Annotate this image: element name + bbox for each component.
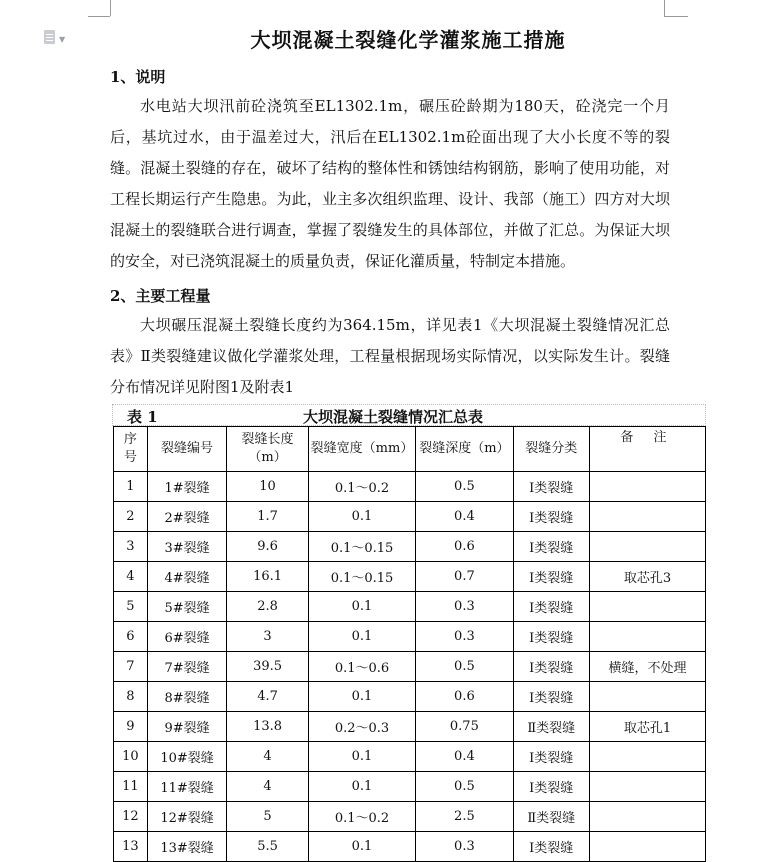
table-cell: 取芯孔1 bbox=[589, 712, 705, 742]
table-cell: Ⅰ类裂缝 bbox=[513, 472, 589, 502]
table-cell: 0.4 bbox=[416, 502, 513, 532]
table-cell: 39.5 bbox=[227, 652, 309, 682]
table-cell: 8 bbox=[114, 682, 148, 712]
table-cell bbox=[589, 682, 705, 712]
table-cell bbox=[589, 622, 705, 652]
table-row bbox=[114, 772, 706, 802]
table-cell: 10 bbox=[114, 742, 148, 772]
table-cell: 取芯孔3 bbox=[589, 562, 705, 592]
table-cell bbox=[589, 532, 705, 562]
crop-mark-top-right bbox=[664, 0, 665, 16]
table-cell: 10#裂缝 bbox=[147, 742, 226, 772]
section-heading-quantities: 2、主要工程量 bbox=[110, 287, 211, 305]
table-header-cell: 序 号 bbox=[114, 427, 148, 472]
table-cell: 4 bbox=[114, 562, 148, 592]
table-cell: 4 bbox=[227, 742, 309, 772]
table-cell: Ⅰ类裂缝 bbox=[513, 742, 589, 772]
table-cell: 2#裂缝 bbox=[147, 502, 226, 532]
table-cell: 4 bbox=[227, 772, 309, 802]
table-cell: 1.7 bbox=[227, 502, 309, 532]
table-cell: 0.5 bbox=[416, 772, 513, 802]
table-row bbox=[114, 832, 706, 862]
table-cell: Ⅰ类裂缝 bbox=[513, 532, 589, 562]
table-cell: 0.1 bbox=[308, 502, 415, 532]
table-row bbox=[114, 472, 706, 502]
table-row bbox=[114, 562, 706, 592]
table-cell: 3 bbox=[114, 532, 148, 562]
table-cell: 6 bbox=[114, 622, 148, 652]
table-cell: 0.1 bbox=[308, 682, 415, 712]
table-cell: 0.1～0.2 bbox=[308, 802, 415, 832]
document-icon bbox=[44, 30, 55, 44]
crack-summary-table bbox=[113, 426, 706, 862]
table-cell: 0.1～0.2 bbox=[308, 472, 415, 502]
table-cell: 0.1 bbox=[308, 772, 415, 802]
table-cell bbox=[589, 772, 705, 802]
table-cell: 12 bbox=[114, 802, 148, 832]
table-cell: 1#裂缝 bbox=[147, 472, 226, 502]
table-cell: 4#裂缝 bbox=[147, 562, 226, 592]
document-title: 大坝混凝土裂缝化学灌浆施工措施 bbox=[250, 28, 566, 52]
table-cell bbox=[589, 472, 705, 502]
table-cell: 9 bbox=[114, 712, 148, 742]
table-cell: 8#裂缝 bbox=[147, 682, 226, 712]
table-header-cell: 裂缝深度（m） bbox=[416, 427, 513, 472]
table-title: 大坝混凝土裂缝情况汇总表 bbox=[303, 408, 484, 426]
table-row bbox=[114, 712, 706, 742]
table-cell: 11 bbox=[114, 772, 148, 802]
table-cell: 11#裂缝 bbox=[147, 772, 226, 802]
table-label: 表 1 bbox=[127, 408, 158, 426]
table-cell: 0.1 bbox=[308, 832, 415, 862]
table-cell: Ⅰ类裂缝 bbox=[513, 652, 589, 682]
table-cell: 16.1 bbox=[227, 562, 309, 592]
table-cell: 0.1 bbox=[308, 622, 415, 652]
table-cell: 0.6 bbox=[416, 682, 513, 712]
section-paragraph-description: 水电站大坝汛前砼浇筑至EL1302.1m，碾压砼龄期为180天，砼浇完一个月后，基坑过水，由于温差过大，汛后在EL1302.1m砼面出现了大小长度不等的裂缝。混凝土裂缝的存在，破坏了结构的整体性和锈蚀结构钢筋，影响了使用功能，对工程长期运行产生隐患。为此，业主多次组织监理、设计、我部（施工）四方对大坝混凝土的裂缝联合进行调查，掌握了裂缝发生的具体部位，并做了汇总。为保证大坝的安全，对已浇筑混凝土的质量负责，保证化灌质量，特制定本措施。 bbox=[110, 97, 670, 270]
table-cell: 13 bbox=[114, 832, 148, 862]
table-cell: 5.5 bbox=[227, 832, 309, 862]
table-cell: 0.75 bbox=[416, 712, 513, 742]
table-header-cell: 裂缝编号 bbox=[147, 427, 226, 472]
table-row bbox=[114, 502, 706, 532]
table-cell: 5 bbox=[227, 802, 309, 832]
table-row bbox=[114, 592, 706, 622]
table-cell: 0.2～0.3 bbox=[308, 712, 415, 742]
table-cell bbox=[589, 802, 705, 832]
table-cell: 1 bbox=[114, 472, 148, 502]
table-row bbox=[114, 622, 706, 652]
table-cell: Ⅰ类裂缝 bbox=[513, 622, 589, 652]
table-cell: Ⅰ类裂缝 bbox=[513, 772, 589, 802]
table-header-cell: 备 注 bbox=[589, 427, 705, 472]
table-cell: 0.1 bbox=[308, 742, 415, 772]
table-row bbox=[114, 532, 706, 562]
table-cell: Ⅰ类裂缝 bbox=[513, 592, 589, 622]
table-header-cell: 裂缝分类 bbox=[513, 427, 589, 472]
table-header-cell: 裂缝宽度（mm） bbox=[308, 427, 415, 472]
table-cell: 0.1 bbox=[308, 592, 415, 622]
table-cell: 0.4 bbox=[416, 742, 513, 772]
crop-mark-top-left bbox=[110, 0, 111, 16]
table-cell: 0.3 bbox=[416, 622, 513, 652]
table-cell: Ⅰ类裂缝 bbox=[513, 682, 589, 712]
table-header-row bbox=[114, 427, 706, 472]
table-cell bbox=[589, 742, 705, 772]
table-cell: 9#裂缝 bbox=[147, 712, 226, 742]
table-cell: 0.1～0.6 bbox=[308, 652, 415, 682]
section-heading-description: 1、说明 bbox=[110, 68, 166, 86]
table-cell: 0.3 bbox=[416, 832, 513, 862]
chevron-down-icon: ▼ bbox=[59, 35, 66, 44]
table-cell: 0.6 bbox=[416, 532, 513, 562]
table-cell: 0.1～0.15 bbox=[308, 562, 415, 592]
table-cell: 0.5 bbox=[416, 472, 513, 502]
table-cell: 9.6 bbox=[227, 532, 309, 562]
table-header-cell: 裂缝长度 （m） bbox=[227, 427, 309, 472]
section-paragraph-quantities: 大坝碾压混凝土裂缝长度约为364.15m，详见表1《大坝混凝土裂缝情况汇总表》Ⅱ类裂缝建议做化学灌浆处理，工程量根据现场实际情况，以实际发生计。裂缝分布情况详见附图1及附表1 bbox=[110, 316, 670, 396]
table-cell: Ⅰ类裂缝 bbox=[513, 502, 589, 532]
document-menu-button[interactable] bbox=[44, 30, 72, 46]
table-cell bbox=[589, 502, 705, 532]
table-cell: 5#裂缝 bbox=[147, 592, 226, 622]
table-cell: 2.5 bbox=[416, 802, 513, 832]
table-cell: Ⅰ类裂缝 bbox=[513, 832, 589, 862]
table-cell: 2 bbox=[114, 502, 148, 532]
table-cell: 0.7 bbox=[416, 562, 513, 592]
table-cell: Ⅱ类裂缝 bbox=[513, 712, 589, 742]
table-cell: 12#裂缝 bbox=[147, 802, 226, 832]
table-cell: Ⅱ类裂缝 bbox=[513, 802, 589, 832]
table-caption bbox=[112, 404, 706, 426]
table-cell: 2.8 bbox=[227, 592, 309, 622]
table-row bbox=[114, 682, 706, 712]
table-cell: 6#裂缝 bbox=[147, 622, 226, 652]
table-cell: Ⅰ类裂缝 bbox=[513, 562, 589, 592]
table-cell: 3#裂缝 bbox=[147, 532, 226, 562]
crop-mark-top-left bbox=[88, 16, 110, 17]
table-cell: 0.1～0.15 bbox=[308, 532, 415, 562]
crop-mark-top-right bbox=[664, 16, 688, 17]
table-cell: 7 bbox=[114, 652, 148, 682]
table-cell: 4.7 bbox=[227, 682, 309, 712]
table-cell bbox=[589, 832, 705, 862]
table-cell: 13#裂缝 bbox=[147, 832, 226, 862]
table-row bbox=[114, 652, 706, 682]
table-cell: 0.5 bbox=[416, 652, 513, 682]
table-cell: 0.3 bbox=[416, 592, 513, 622]
table-cell: 3 bbox=[227, 622, 309, 652]
table-row bbox=[114, 802, 706, 832]
table-cell: 7#裂缝 bbox=[147, 652, 226, 682]
table-cell: 10 bbox=[227, 472, 309, 502]
table-cell: 13.8 bbox=[227, 712, 309, 742]
table-cell bbox=[589, 592, 705, 622]
table-cell: 5 bbox=[114, 592, 148, 622]
table-row bbox=[114, 742, 706, 772]
table-cell: 横缝，不处理 bbox=[589, 652, 705, 682]
